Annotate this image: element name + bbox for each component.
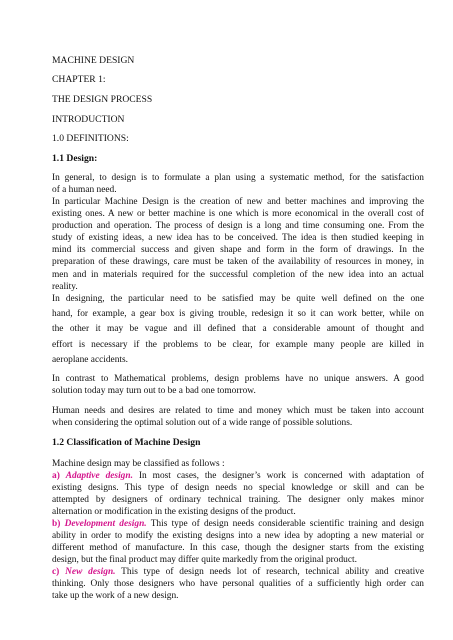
- text-line: ability in order to modify the existing designs into a new idea by adopting a new material or: [52, 531, 424, 542]
- text-line: the other it may be vague and ill defined that a considerable amount of thought and: [52, 324, 424, 335]
- item-term: Development design.: [64, 519, 147, 529]
- text-line: different method of manufacture. In this case, though the designer starts from the existing: [52, 543, 424, 554]
- design-paragraph-2: [52, 196, 424, 293]
- item-label: b): [52, 519, 61, 529]
- text-line: hand, for example, a gear box is giving trouble, redesign it so it can work better, while on: [52, 309, 424, 320]
- classification-item-new: [52, 566, 424, 602]
- definitions-heading: 1.0 DEFINITIONS:: [52, 133, 129, 144]
- text-line: alternation or modification in the existing designs of the product.: [52, 507, 296, 518]
- text-line: thinking. Only those designers who have personal qualities of a sufficiently high order can: [52, 579, 424, 590]
- classification-item-adaptive: [52, 470, 424, 518]
- text-line: Human needs and desires are related to time and money which must be taken into account: [52, 406, 424, 416]
- design-paragraph-5: [52, 405, 424, 429]
- text-line: mind its commercial success and given shape and form in the form of drawings. In the: [52, 245, 424, 256]
- section-1-1-heading: 1.1 Design:: [52, 153, 98, 164]
- item-first-line-text: This type of design needs lot of research, technical ability and creative: [115, 567, 425, 577]
- item-first-line: [52, 518, 424, 530]
- text-line: In designing, the particular need to be satisfied may be quite well defined on the one: [52, 294, 424, 304]
- section-1-2-heading: 1.2 Classification of Machine Design: [52, 437, 201, 448]
- item-label: a): [52, 471, 60, 481]
- text-line: solution today may turn out to be a bad one tomorrow.: [52, 386, 256, 397]
- item-term: New design.: [65, 567, 116, 577]
- design-paragraph-1: [52, 172, 424, 196]
- classification-intro: Machine design may be classified as follows :: [52, 459, 225, 469]
- text-line: effort is necessary if the problems to be clear, for example many people are killed in: [52, 339, 424, 350]
- text-line: men and in materials required for the successful completion of the new idea into an actual: [52, 269, 424, 280]
- text-line: production and operation. The process of design is a long and time consuming one. From the: [52, 221, 424, 232]
- text-line: attempted by designers of ordinary technical training. The designer only makes minor: [52, 495, 424, 506]
- item-first-line: [52, 470, 424, 482]
- chapter-number: CHAPTER 1:: [52, 74, 106, 85]
- text-line: In general, to design is to formulate a plan using a systematic method, for the satisfaction: [52, 173, 424, 183]
- text-line: existing designs. This type of design needs no special knowledge or skill and can be: [52, 483, 424, 494]
- text-line: In particular Machine Design is the creation of new and better machines and improving the: [52, 197, 424, 207]
- text-line: study of existing ideas, a new idea has to be conceived. The idea is then studied keeping in: [52, 233, 424, 244]
- text-line: of a human need.: [52, 185, 117, 196]
- item-term: Adaptive design.: [65, 471, 133, 481]
- text-line: In contrast to Mathematical problems, design problems have no unique answers. A good: [52, 374, 424, 384]
- item-first-line-text: This type of design needs considerable scientific training and design: [146, 519, 424, 529]
- item-first-line: [52, 566, 424, 578]
- introduction-heading: INTRODUCTION: [52, 114, 125, 125]
- design-paragraph-4: [52, 373, 424, 397]
- design-paragraph-3: [52, 292, 424, 368]
- text-line: preparation of these drawings, care must be taken of the availability of resources in money, in: [52, 257, 424, 268]
- text-line: reality.: [52, 281, 78, 292]
- item-label: c): [52, 567, 60, 577]
- item-first-line-text: In most cases, the designer’s work is concerned with adaptation of: [132, 471, 425, 481]
- document-title: MACHINE DESIGN: [52, 55, 135, 66]
- classification-item-development: [52, 518, 424, 566]
- text-line: design, but the final product may differ quite markedly from the original product.: [52, 555, 357, 566]
- text-line: existing ones. A new or better machine is one which is more economical in the overall cost of: [52, 209, 424, 220]
- text-line: aeroplane accidents.: [52, 354, 128, 365]
- chapter-title: THE DESIGN PROCESS: [52, 94, 153, 105]
- text-line: take up the work of a new design.: [52, 591, 179, 602]
- text-line: when considering the optimal solution out of a wide range of possible solutions.: [52, 418, 353, 429]
